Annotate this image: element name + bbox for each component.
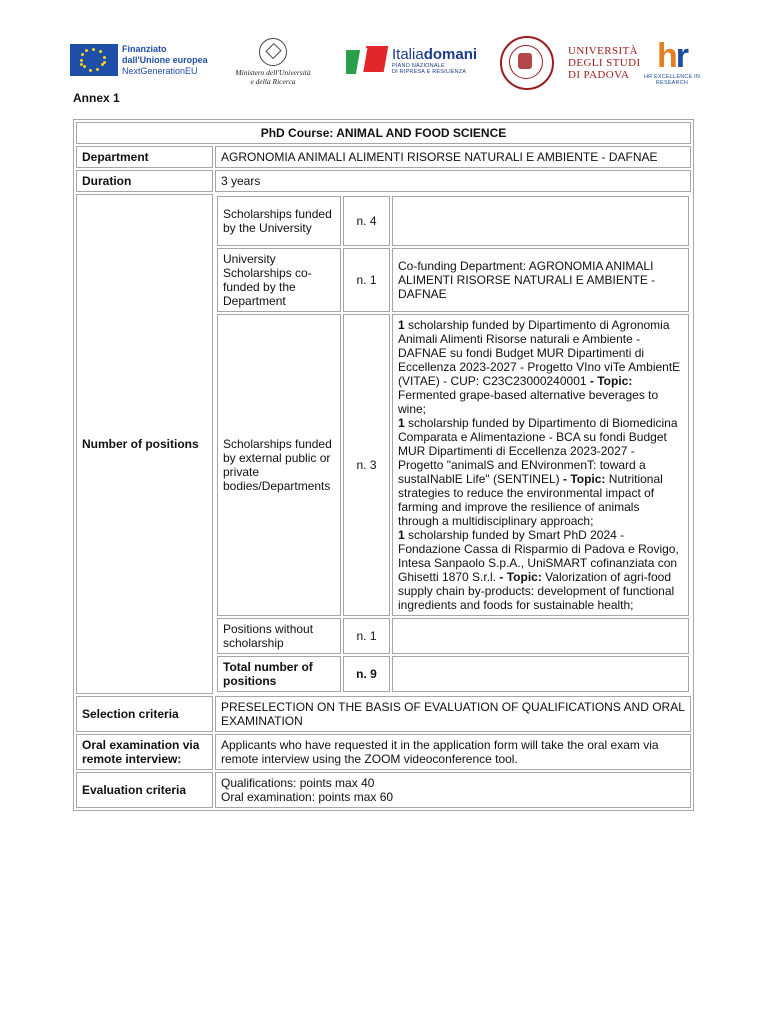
position-detail (392, 618, 689, 654)
external-scholarship-item: 1 scholarship funded by Dipartimento di Agronomia Animali Alimenti Risorse naturali e Ambiente - DAFNAE su fondi Budget MUR Dipartimenti di Eccellenza 2023-2027 - Progetto VIno viTe AmbientE (VITAE) - CUP: C23C23000240001 - Topic: Fermented grape-based alternative beverages to wine; (398, 318, 681, 416)
duration-value: 3 years (215, 170, 691, 192)
external-scholarship-item: 1 scholarship funded by Smart PhD 2024 - Fondazione Cassa di Risparmio di Padova e Rovigo, Intesa Sanpaolo S.p.A., UniSMART cofinanziata con Ghisetti 1870 S.r.l. - Topic: Valorization of agri-food supply chain by-products: development of functional ingredients and foods for sustainable health; (398, 528, 679, 612)
unipd-logo-line: UNIVERSITÀ (568, 45, 638, 57)
position-type: Positions without scholarship (217, 618, 341, 654)
hr-mark-r: r (675, 37, 687, 75)
hr-logo-sub: HR EXCELLENCE IN RESEARCH (643, 74, 701, 86)
university-seal-icon (500, 36, 554, 90)
oral-exam-value: Applicants who have requested it in the application form will take the oral exam via remote interview using the ZOOM videoconference tool. (215, 734, 691, 770)
position-type: Scholarships funded by external public or private bodies/Departments (217, 314, 341, 616)
evaluation-value (215, 772, 691, 808)
position-detail: Co-funding Department: AGRONOMIA ANIMALI ALIMENTI RISORSE NATURALI E AMBIENTE - DAFNAE (392, 248, 689, 312)
department-value: AGRONOMIA ANIMALI ALIMENTI RISORSE NATURALI E AMBIENTE - DAFNAE (215, 146, 691, 168)
external-scholarship-item: 1 scholarship funded by Dipartimento di Biomedicina Comparata e Alimentazione - BCA su fondi Budget MUR Dipartimenti di Eccellenza 2023-2027 - Progetto "animalS and ENvironmenT: toward a sustaINablE Life" (SENTINEL) - Topic: Nutritional strategies to reduce the environmental impact of farming and improve the resilience of animals through a multidisciplinary approach; (398, 416, 678, 528)
unipd-logo (500, 36, 641, 90)
evaluation-line: Oral examination: points max 60 (221, 790, 394, 804)
course-title: PhD Course: ANIMAL AND FOOD SCIENCE (76, 122, 691, 144)
hr-mark-icon (632, 38, 712, 74)
total-positions-label: Total number of positions (217, 656, 341, 692)
department-label: Department (76, 146, 213, 168)
position-count: n. 3 (343, 314, 390, 616)
positions-label: Number of positions (76, 194, 213, 694)
eu-funding-logo (70, 44, 208, 77)
unipd-logo-line: DI PADOVA (568, 69, 630, 81)
hr-excellence-logo (632, 38, 712, 86)
annex-title: Annex 1 (73, 91, 120, 105)
selection-label: Selection criteria (76, 696, 213, 732)
position-detail (392, 196, 689, 246)
position-count: n. 1 (343, 618, 390, 654)
external-scholarships-detail (392, 314, 689, 616)
evaluation-line: Qualifications: points max 40 (221, 776, 375, 790)
phd-course-table (73, 119, 694, 811)
italiadomani-sub: DI RIPRESA E RESILIENZA (392, 69, 467, 75)
ministry-logo-line: Ministero dell'Università (235, 68, 311, 77)
selection-value: PRESELECTION ON THE BASIS OF EVALUATION OF QUALIFICATIONS AND ORAL EXAMINATION (215, 696, 691, 732)
duration-label: Duration (76, 170, 213, 192)
position-type: University Scholarships co-funded by the Department (217, 248, 341, 312)
positions-breakdown (215, 194, 691, 694)
italiadomani-flag-icon (344, 44, 388, 78)
evaluation-label: Evaluation criteria (76, 772, 213, 808)
eu-logo-line: NextGenerationEU (122, 66, 198, 76)
position-count: n. 1 (343, 248, 390, 312)
italiadomani-sub: PIANO NAZIONALE (392, 63, 445, 69)
total-positions-count: n. 9 (343, 656, 390, 692)
position-type: Scholarships funded by the University (217, 196, 341, 246)
eu-logo-line: Finanziato (122, 44, 167, 54)
italiadomani-logo (344, 44, 477, 78)
ministry-logo (228, 38, 318, 86)
italian-emblem-icon (259, 38, 287, 66)
hr-mark-h: h (656, 37, 676, 75)
logo-header (0, 30, 768, 100)
italiadomani-name-bold: domani (423, 46, 478, 63)
position-count: n. 4 (343, 196, 390, 246)
oral-exam-label: Oral examination via remote interview: (76, 734, 213, 770)
italiadomani-name: Italia (392, 46, 424, 63)
eu-logo-line: dall'Unione europea (122, 55, 208, 65)
position-detail (392, 656, 689, 692)
ministry-logo-line: e della Ricerca (250, 77, 296, 86)
unipd-logo-line: DEGLI STUDI (568, 57, 641, 69)
eu-flag-icon (70, 44, 118, 76)
